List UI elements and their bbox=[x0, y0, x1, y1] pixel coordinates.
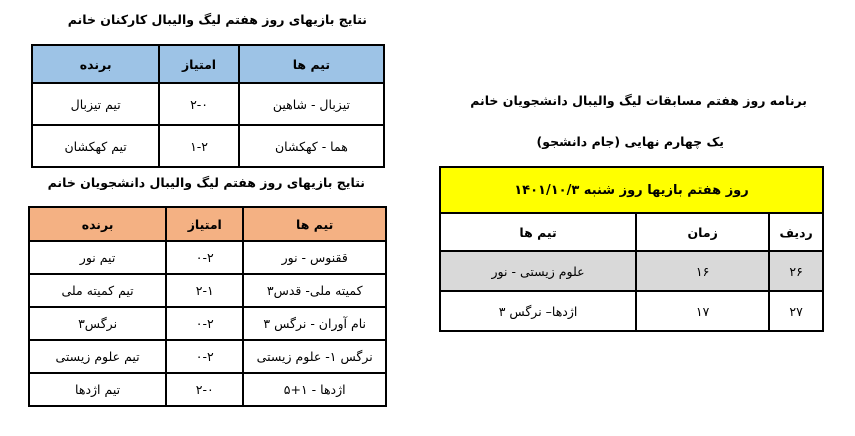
table-header-row bbox=[440, 213, 823, 251]
score-cell: ۰-۲ bbox=[166, 340, 243, 373]
teams-cell: اژدها - ۱+۵ bbox=[243, 373, 386, 406]
time-header: زمان bbox=[636, 213, 769, 251]
winner-cell: تیم نور bbox=[29, 241, 166, 274]
teams-header: تیم ها bbox=[440, 213, 636, 251]
schedule-subtitle: یک چهارم نهایی (جام دانشجو) bbox=[536, 134, 724, 149]
row-number-cell: ۲۷ bbox=[769, 291, 823, 331]
winner-cell: تیم اژدها bbox=[29, 373, 166, 406]
table-header-row bbox=[32, 45, 384, 83]
winner-cell: نرگس۳ bbox=[29, 307, 166, 340]
time-cell: ۱۷ bbox=[636, 291, 769, 331]
winner-cell: تیم علوم زیستی bbox=[29, 340, 166, 373]
schedule-banner: روز هفتم بازیها روز شنبه ۱۴۰۱/۱۰/۳ bbox=[440, 167, 823, 213]
table-row bbox=[29, 274, 386, 307]
table-row bbox=[32, 83, 384, 125]
table-row bbox=[29, 340, 386, 373]
winner-header: برنده bbox=[29, 207, 166, 241]
table-header-row bbox=[29, 207, 386, 241]
staff-league-results-table bbox=[31, 44, 385, 168]
winner-cell: تیم کهکشان bbox=[32, 125, 159, 167]
teams-header: تیم ها bbox=[239, 45, 384, 83]
teams-cell: هما - کهکشان bbox=[239, 125, 384, 167]
teams-cell: تیزبال - شاهین bbox=[239, 83, 384, 125]
table-row bbox=[29, 241, 386, 274]
schedule-table bbox=[439, 166, 824, 332]
score-cell: ۲-۰ bbox=[159, 83, 238, 125]
teams-header: تیم ها bbox=[243, 207, 386, 241]
score-cell: ۱-۲ bbox=[159, 125, 238, 167]
teams-cell: ققنوس - نور bbox=[243, 241, 386, 274]
winner-cell: تیم کمیته ملی bbox=[29, 274, 166, 307]
table-row bbox=[29, 307, 386, 340]
time-cell: ۱۶ bbox=[636, 251, 769, 291]
teams-cell: علوم زیستی - نور bbox=[440, 251, 636, 291]
teams-cell: اژدها– نرگس ۳ bbox=[440, 291, 636, 331]
score-cell: ۰-۲ bbox=[166, 307, 243, 340]
winner-header: برنده bbox=[32, 45, 159, 83]
teams-cell: کمیته ملی- قدس۳ bbox=[243, 274, 386, 307]
row-number-cell: ۲۶ bbox=[769, 251, 823, 291]
score-header: امتیاز bbox=[166, 207, 243, 241]
student-league-results-table bbox=[28, 206, 387, 407]
table-row bbox=[440, 251, 823, 291]
winner-cell: تیم تیزبال bbox=[32, 83, 159, 125]
staff-league-title: نتایج بازیهای روز هفتم لیگ والیبال کارکنان خانم bbox=[67, 12, 367, 27]
teams-cell: نام آوران - نرگس ۳ bbox=[243, 307, 386, 340]
row-number-header: ردیف bbox=[769, 213, 823, 251]
schedule-banner-row bbox=[440, 167, 823, 213]
score-cell: ۲-۰ bbox=[166, 373, 243, 406]
table-row bbox=[32, 125, 384, 167]
score-cell: ۲-۱ bbox=[166, 274, 243, 307]
teams-cell: نرگس ۱- علوم زیستی bbox=[243, 340, 386, 373]
student-league-title: نتایج بازیهای روز هفتم لیگ والیبال دانشجویان خانم bbox=[47, 175, 365, 190]
schedule-title: برنامه روز هفتم مسابقات لیگ والیبال دانشجویان خانم bbox=[470, 93, 807, 108]
score-cell: ۰-۲ bbox=[166, 241, 243, 274]
score-header: امتیاز bbox=[159, 45, 238, 83]
table-row bbox=[440, 291, 823, 331]
table-row bbox=[29, 373, 386, 406]
